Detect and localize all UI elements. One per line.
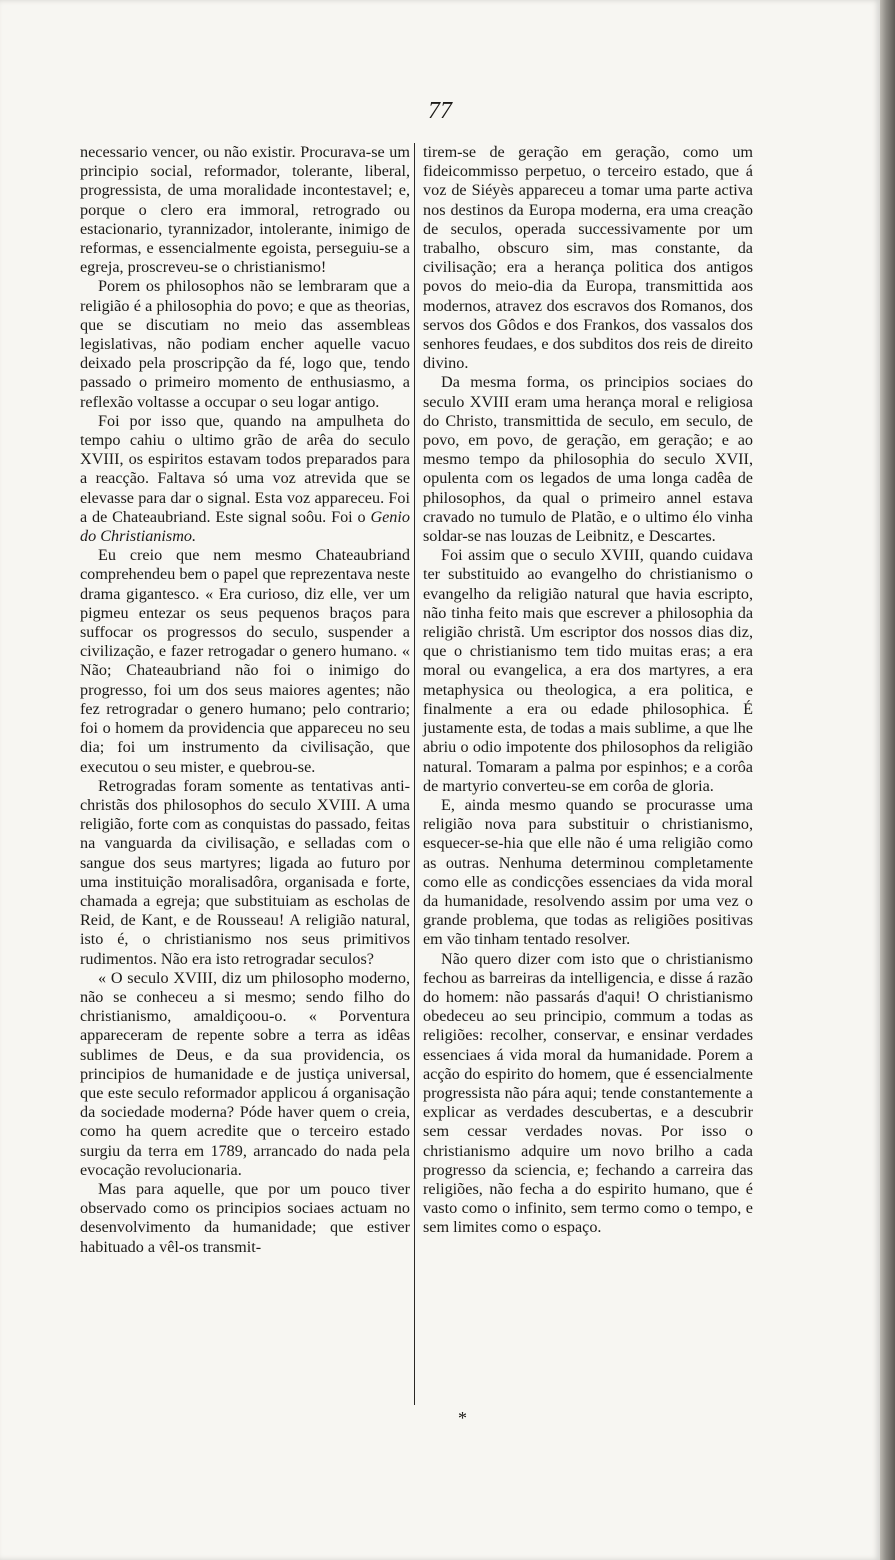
- book-title-genio: Genio do Christianismo.: [80, 507, 410, 546]
- right-paragraph-2: Da mesma forma, os principios sociaes do seculo XVIII eram uma herança moral e religiosa do Christo, transmittida de seculo, em seculo, de povo, em povo, de geração, em geração; e ao mesmo tempo da philosophia do seculo XVII, opulenta com os legados de uma longa cadêa de philosophos, da qual o primeiro annel estava cravado no tumulo de Platão, e o ultimo élo vinha soldar-se nas louzas de Leibnitz, e Descartes.: [423, 373, 753, 546]
- left-paragraph-3: [80, 412, 410, 546]
- left-paragraph-3-text: Foi por isso que, quando na ampulheta do tempo cahiu o ultimo grão de arêa do seculo XVIII, os espiritos estavam todos preparados para a reacção. Faltava só uma voz atrevida que se elevasse para dar o signal. Esta voz appareceu. Foi a de Chateaubriand. Este signal soôu. Foi o: [80, 411, 410, 526]
- left-paragraph-6: « O seculo XVIII, diz um philosopho moderno, não se conheceu a si mesmo; sendo filho do christianismo, amaldiçoou-o. « Porventura appareceram de repente sobre a terra as idêas sublimes de Deus, e da sua providencia, os principios de humanidade e de justiça universal, que este seculo reformador applicou á organisação da sociedade moderna? Póde haver quem o creia, como ha quem acredite que o terceiro estado surgiu da terra em 1789, arrancado do nada pela evocação revolucionaria.: [80, 968, 410, 1179]
- left-paragraph-4: Eu creio que nem mesmo Chateaubriand comprehendeu bem o papel que reprezentava neste drama gigantesco. « Era curioso, diz elle, ver um pigmeu entezar os seus pequenos braços para suffocar os progressos do seculo, suspender a civilização, e fazer retrogadar o genero humano. « Não; Chateaubriand não foi o inimigo do progresso, foi um dos seus maiores agentes; não fez retrogradar o genero humano; pelo contrario; foi o homem da providencia que appareceu no seu dia; foi um instrumento da civilisação, que executou o seu mister, e quebrou-se.: [80, 546, 410, 776]
- left-paragraph-5: Retrogradas foram somente as tentativas anti-christãs dos philosophos do seculo XVIII. A uma religião, forte com as conquistas do passado, feitas na vanguarda da civilisação, e selladas com o sangue dos seus martyres; ligada ao futuro por uma instituição moralisadôra, organisada e forte, chamada a egreja; que substituiam as escholas de Reid, de Kant, e de Rousseau! A religião natural, isto é, o christianismo nos seus primitivos rudimentos. Não era isto retrogradar seculos?: [80, 776, 410, 968]
- page-edge-shadow: [880, 0, 895, 1560]
- left-text-column: [80, 143, 410, 1257]
- right-paragraph-1: tirem-se de geração em geração, como um fideicommisso perpetuo, o terceiro estado, que á voz de Siéyès appareceu a tomar uma parte activa nos destinos da Europa moderna, era uma creação de seculos, operada successivamente por um trabalho, obscuro sim, mas constante, da civilisação; era a herança politica dos antigos povos do meio-dia da Europa, transmittida aos modernos, atravez dos escravos dos Romanos, dos servos dos Gôdos e dos Frankos, dos vassalos dos senhores feudaes, e dos subditos dos reis de direito divino.: [423, 143, 753, 373]
- right-text-column: [423, 143, 753, 1238]
- page-number: 77: [428, 98, 452, 124]
- left-paragraph-2: Porem os philosophos não se lembraram que a religião é a philosophia do povo; e que as theorias, que se discutiam no meio das assembleas legislativas, não podiam encher aquelle vacuo deixado pela proscripção da fé, logo que, tendo passado o primeiro momento de enthusiasmo, a reflexão voltasse a occupar o seu logar antigo.: [80, 277, 410, 411]
- left-paragraph-1: necessario vencer, ou não existir. Procurava-se um principio social, reformador, tolerante, liberal, progressista, de uma moralidade incontestavel; e, porque o clero era immoral, retrogrado ou estacionario, tyrannizador, intolerante, inimigo de reformas, e essencialmente egoista, perseguiu-se a egreja, proscreveu-se o christianismo!: [80, 143, 410, 277]
- right-paragraph-3: Foi assim que o seculo XVIII, quando cuidava ter substituido ao evangelho do christianismo o evangelho da religião natural que havia escripto, não tinha feito mais que escrever a philosophia da religião christã. Um escriptor dos nossos dias diz, que o christianismo tem tido muitas eras; a era moral ou evangelica, a era dos martyres, a era metaphysica ou theologica, a era politica, e finalmente a era ou edade philosophica. É justamente esta, de todas a mais sublime, a que lhe abriu o odio impotente dos philosophos da religião natural. Tomaram a palma por espinhos; e a corôa de martyrio converteu-se em corôa de gloria.: [423, 546, 753, 795]
- right-paragraph-4: E, ainda mesmo quando se procurasse uma religião nova para substituir o christianismo, esquecer-se-hia que elle não é uma religião como as outras. Nenhuma determinou completamente como elle as condicções essenciaes da vida moral da humanidade, resolvendo assim por uma vez o grande problema, que todas as religiões positivas em vão tinham tentado resolver.: [423, 795, 753, 949]
- column-divider: [414, 143, 415, 1405]
- right-paragraph-5: Não quero dizer com isto que o christianismo fechou as barreiras da intelligencia, e disse á razão do homem: não passarás d'aqui! O christianismo obedeceu ao seu principio, commum a todas as religiões: recolher, conservar, e ensinar verdades essenciaes á vida moral da humanidade. Porem a acção do espirito do homem, que é essencialmente progressista não pára aqui; tende constantemente a explicar as verdades descubertas, e a descubrir sem cessar verdades novas. Por isso o christianismo adquire um novo brilho a cada progresso da sciencia, e; fechando a carreira das religiões, não fecha a do espirito humano, que é vasto como o infinito, sem termo como o tempo, e sem limites como o espaço.: [423, 949, 753, 1237]
- left-paragraph-7: Mas para aquelle, que por um pouco tiver observado como os principios sociaes actuam no desenvolvimento da humanidade; que estiver habituado a vêl-os transmit-: [80, 1179, 410, 1256]
- end-ornament: *: [458, 1408, 467, 1428]
